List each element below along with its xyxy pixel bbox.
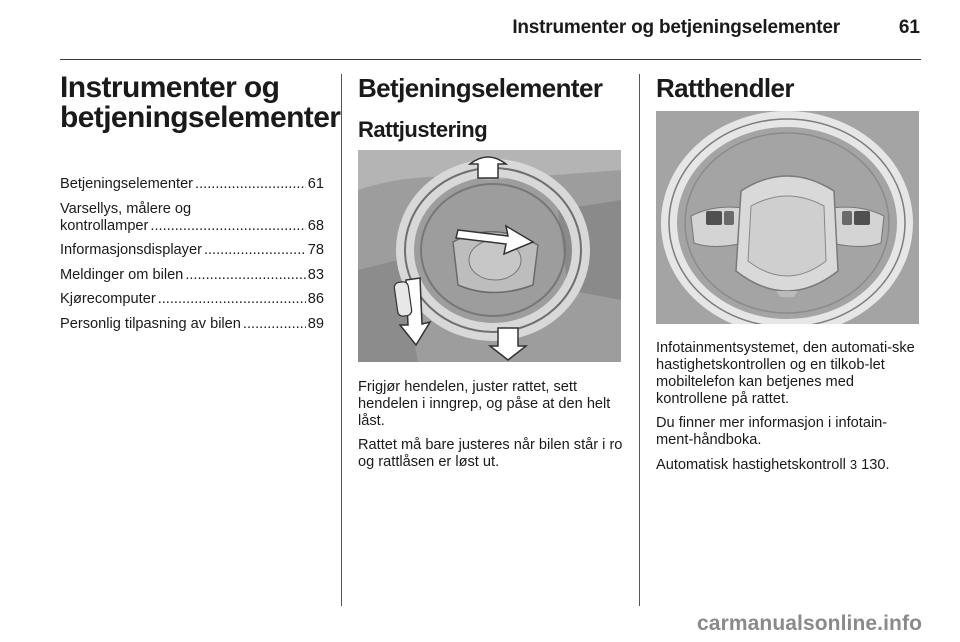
- toc-leader: [204, 242, 306, 259]
- toc-leader: [150, 218, 305, 235]
- toc-leader: [195, 176, 306, 193]
- toc-item[interactable]: [60, 242, 324, 259]
- chapter-title: [60, 73, 340, 133]
- toc-label: Betjeningselementer: [60, 176, 194, 192]
- toc-label: Kjørecomputer: [60, 291, 156, 307]
- toc-item[interactable]: [60, 176, 324, 193]
- toc-leader: [243, 316, 306, 333]
- steering-adjust-illustration: [358, 150, 621, 362]
- toc-item[interactable]: [60, 267, 324, 284]
- chapter-title-line1: Instrumenter og: [60, 71, 280, 104]
- toc-label: Informasjonsdisplayer: [60, 242, 202, 258]
- toc-page: 86: [307, 291, 324, 307]
- cross-reference[interactable]: [656, 456, 924, 474]
- toc-item[interactable]: [60, 316, 324, 333]
- toc-leader: [185, 267, 305, 284]
- paragraph: Infotainmentsystemet, den automati-ske hastighetskontrollen og en tilkob-let mobiltelefon kan betjenes med kontrollene på rattet.: [656, 340, 915, 407]
- toc-page: 61: [307, 176, 324, 192]
- toc-item-multiline[interactable]: [60, 201, 324, 235]
- section-title: Betjeningselementer: [358, 73, 603, 103]
- steering-controls-figure: [656, 111, 919, 324]
- xref-text: Automatisk hastighetskontroll: [656, 457, 846, 473]
- steering-adjust-figure: [358, 150, 621, 362]
- subsection-title: Rattjustering: [358, 117, 488, 142]
- toc-item[interactable]: [60, 291, 324, 308]
- toc-label-line1: Varsellys, målere og: [60, 200, 192, 217]
- toc-page: 89: [307, 315, 324, 332]
- paragraph: Frigjør hendelen, juster rattet, sett hendelen i inngrep, og påse at den helt låst.: [358, 379, 611, 429]
- column-divider-2: [639, 74, 640, 606]
- steering-controls-illustration: [656, 111, 919, 324]
- toc-page: 83: [307, 266, 324, 283]
- paragraph: Du finner mer informasjon i infotain-ment-håndboka.: [656, 415, 888, 448]
- toc-label: kontrollamper: [60, 217, 149, 234]
- toc-page: 78: [307, 242, 324, 258]
- toc-page: 68: [307, 217, 324, 234]
- paragraph: Rattet må bare justeres når bilen står i ro og rattlåsen er løst ut.: [358, 437, 623, 470]
- running-header-title: Instrumenter og betjeningselementer: [512, 17, 840, 38]
- column-divider-1: [341, 74, 342, 606]
- ratthendler-text: [656, 340, 924, 481]
- rattjustering-text: [358, 379, 624, 478]
- chapter-title-line2: betjeningselementer: [60, 101, 341, 134]
- xref-page: 130.: [861, 457, 890, 473]
- watermark: carmanualsonline.info: [697, 612, 922, 635]
- toc-label: Personlig tilpasning av bilen: [60, 315, 241, 332]
- page-number: 61: [898, 17, 920, 38]
- subsection-title: Ratthendler: [656, 73, 794, 103]
- xref-arrow-icon: 3: [849, 457, 858, 472]
- toc-label: Meldinger om bilen: [60, 266, 184, 283]
- header-rule: [60, 59, 921, 60]
- table-of-contents: [60, 176, 324, 340]
- toc-leader: [158, 291, 306, 308]
